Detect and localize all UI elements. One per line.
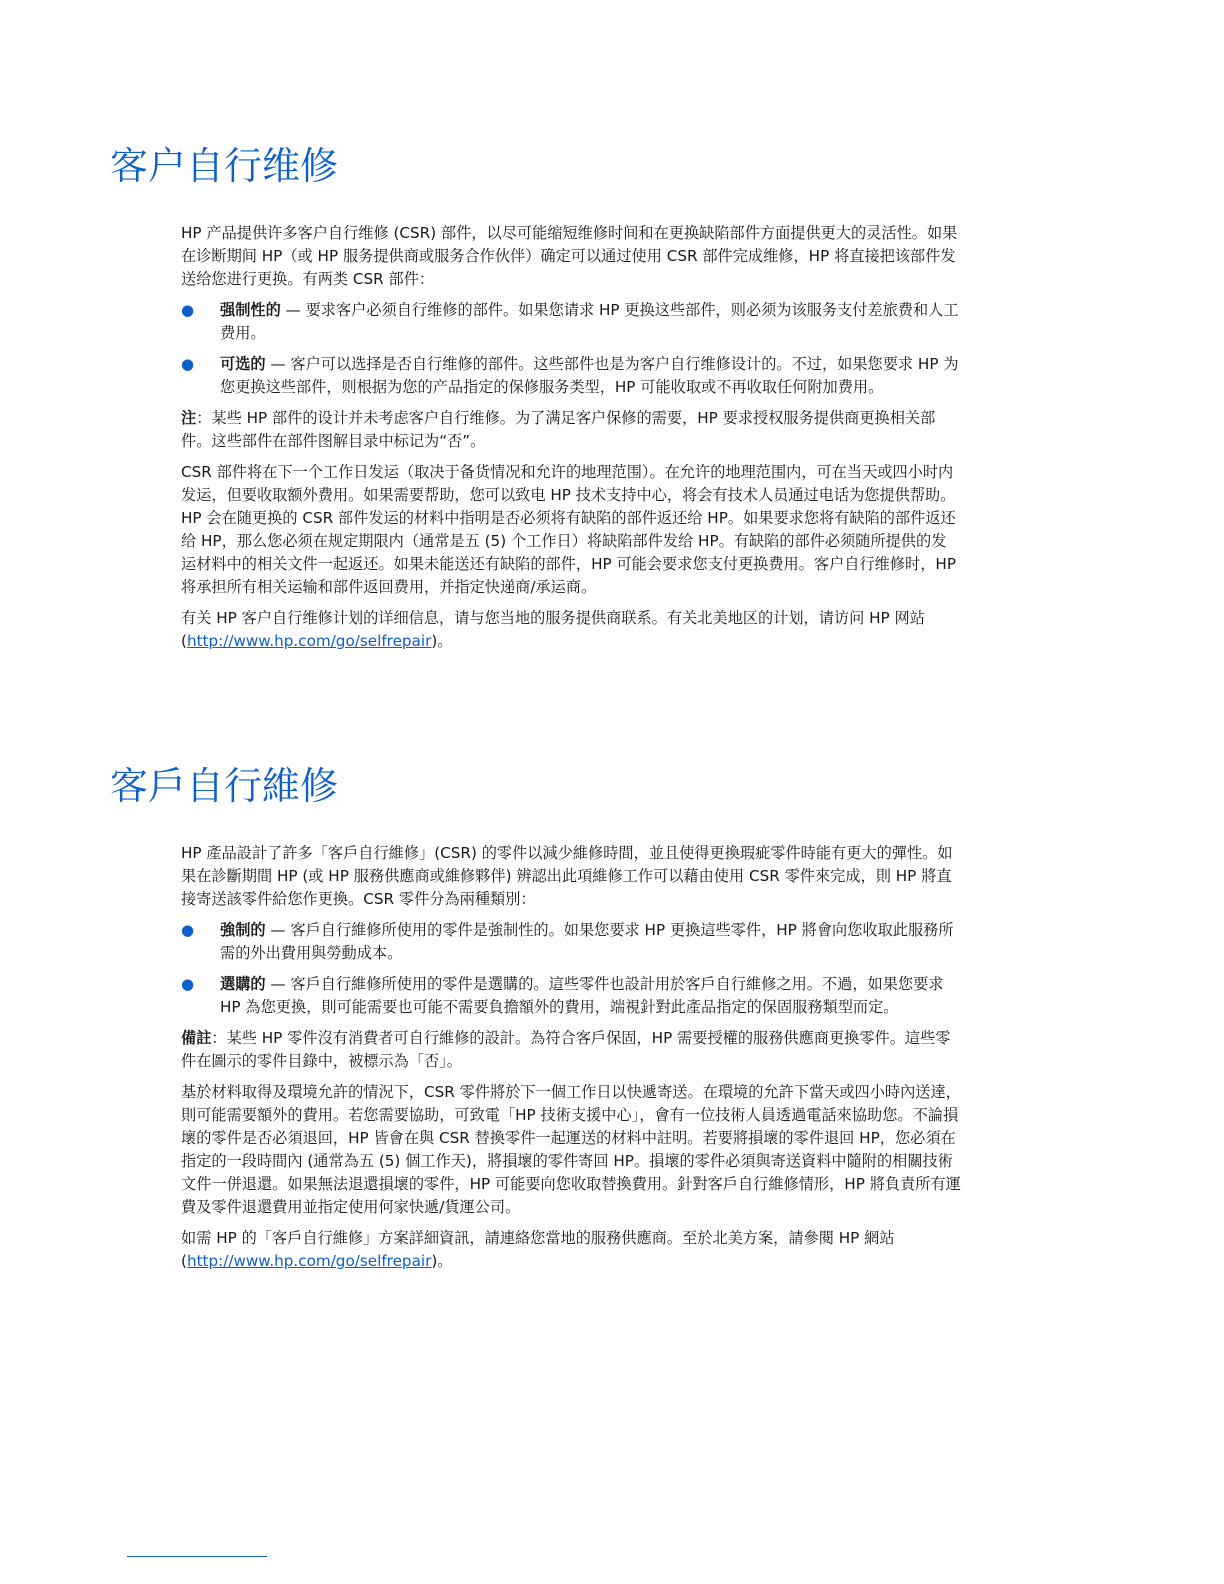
section-body-traditional: [181, 842, 961, 1281]
program-info-end: )。: [431, 632, 453, 650]
program-info-paragraph: [181, 607, 961, 653]
bullet-term: 可选的: [220, 355, 266, 373]
selfrepair-link[interactable]: http://www.hp.com/go/selfrepair: [186, 632, 432, 650]
bullet-text: — 客戶自行維修所使用的零件是選購的。這些零件也設計用於客戶自行維修之用。不過，如果您要求 HP 為您更換，則可能需要也可能不需要負擔額外的費用，端視針對此產品指定的保固服務類型而定。: [220, 975, 944, 1016]
note-paragraph: [181, 1027, 961, 1073]
intro-paragraph: HP 產品設計了許多「客戶自行維修」(CSR) 的零件以減少維修時間，並且使得更換瑕疵零件時能有更大的彈性。如果在診斷期間 HP (或 HP 服務供應商或維修夥伴) 辨認出此項維修工作可以藉由使用 CSR 零件來完成，則 HP 將直接寄送該零件給您作更換。CSR 零件分為兩種類別：: [181, 844, 953, 908]
program-info-end: )。: [431, 1252, 453, 1270]
bullet-icon: ●: [181, 355, 195, 373]
bullet-icon: ●: [181, 975, 195, 993]
csr-part-types-list: [181, 299, 961, 399]
note-text: ：某些 HP 零件沒有消費者可自行維修的設計。為符合客戶保固，HP 需要授權的服務供應商更換零件。這些零件在圖示的零件目錄中，被標示為「否」。: [181, 1029, 951, 1070]
bullet-term: 強制的: [220, 921, 266, 939]
note-paragraph: [181, 407, 961, 453]
list-item: [181, 973, 961, 1019]
bullet-icon: ●: [181, 921, 195, 939]
section-title-traditional: 客戶自行維修: [110, 764, 339, 808]
shipping-paragraph: 基於材料取得及環境允許的情況下，CSR 零件將於下一個工作日以快遞寄送。在環境的允許下當天或四小時內送達，則可能需要額外的費用。若您需要協助，可致電「HP 技術支援中心」，會有一位技術人員透過電話來協助您。不論損壞的零件是否必須退回，HP 皆會在與 CSR 替換零件一起運送的材料中註明。若要將損壞的零件退回 HP，您必須在指定的一段時間內 (通常為五 (5) 個工作天)，將損壞的零件寄回 HP。損壞的零件必須與寄送資料中隨附的相關技術文件一併退還。如果無法退還損壞的零件，HP 可能要向您收取替換費用。針對客戶自行維修情形，HP 將負責所有運費及零件退還費用並指定使用何家快遞/貨運公司。: [181, 1083, 961, 1216]
bullet-icon: ●: [181, 301, 195, 319]
list-item: [181, 353, 961, 399]
bullet-term: 强制性的: [220, 301, 281, 319]
section-title-simplified: 客户自行维修: [110, 144, 339, 188]
program-info-text: 如需 HP 的「客戶自行維修」方案詳細資訊，請連絡您當地的服務供應商。至於北美方案，請參閱 HP 網站 (: [181, 1229, 895, 1270]
selfrepair-link[interactable]: http://www.hp.com/go/selfrepair: [186, 1252, 432, 1270]
bullet-term: 選購的: [220, 975, 266, 993]
program-info-text: 有关 HP 客户自行维修计划的详细信息，请与您当地的服务提供商联系。有关北美地区的计划，请访问 HP 网站 (: [181, 609, 925, 650]
list-item: [181, 299, 961, 345]
list-item: [181, 919, 961, 965]
section-body-simplified: [181, 222, 961, 661]
note-text: ：某些 HP 部件的设计并未考虑客户自行维修。为了满足客户保修的需要，HP 要求授权服务提供商更换相关部件。这些部件在部件图解目录中标记为“否”。: [181, 409, 936, 450]
program-info-paragraph: [181, 1227, 961, 1273]
note-label: 備註: [181, 1029, 212, 1047]
footer-rule: [127, 1556, 267, 1557]
note-label: 注: [181, 409, 197, 427]
intro-paragraph: HP 产品提供许多客户自行维修 (CSR) 部件，以尽可能缩短维修时间和在更换缺陷部件方面提供更大的灵活性。如果在诊断期间 HP（或 HP 服务提供商或服务合作伙伴）确定可以通过使用 CSR 部件完成维修，HP 将直接把该部件发送给您进行更换。有两类 CSR 部件：: [181, 224, 958, 288]
shipping-paragraph: CSR 部件将在下一个工作日发运（取决于备货情况和允许的地理范围）。在允许的地理范围内，可在当天或四小时内发运，但要收取额外费用。如果需要帮助，您可以致电 HP 技术支持中心，将会有技术人员通过电话为您提供帮助。HP 会在随更换的 CSR 部件发运的材料中指明是否必须将有缺陷的部件返还给 HP。如果要求您将有缺陷的部件返还给 HP，那么您必须在规定期限内（通常是五 (5) 个工作日）将缺陷部件发给 HP。有缺陷的部件必须随所提供的发运材料中的相关文件一起返还。如果未能送还有缺陷的部件，HP 可能会要求您支付更换费用。客户自行维修时，HP 将承担所有相关运输和部件返回费用，并指定快递商/承运商。: [181, 463, 956, 596]
bullet-text: — 客戶自行維修所使用的零件是強制性的。如果您要求 HP 更換這些零件，HP 將會向您收取此服務所需的外出費用與勞動成本。: [220, 921, 954, 962]
bullet-text: — 要求客户必须自行维修的部件。如果您请求 HP 更换这些部件，则必须为该服务支付差旅费和人工费用。: [220, 301, 959, 342]
csr-part-types-list: [181, 919, 961, 1019]
bullet-text: — 客户可以选择是否自行维修的部件。这些部件也是为客户自行维修设计的。不过，如果您要求 HP 为您更换这些部件，则根据为您的产品指定的保修服务类型，HP 可能收取或不再收取任何附加费用。: [220, 355, 959, 396]
